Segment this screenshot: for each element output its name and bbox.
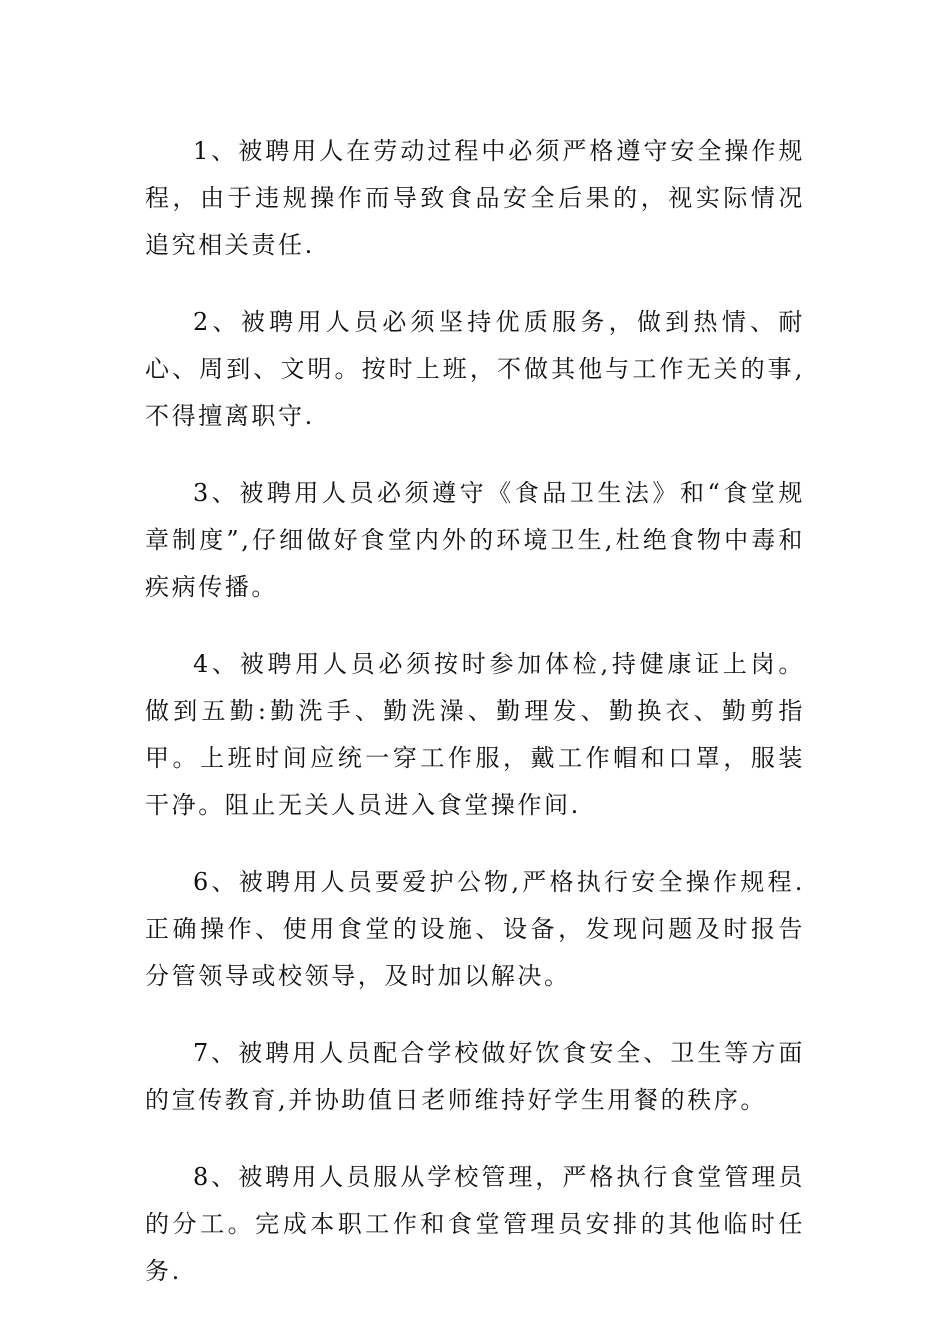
paragraph-6: 6、被聘用人员要爱护公物,严格执行安全操作规程.正确操作、使用食堂的设施、设备，发现问题及时报告分管领导或校领导，及时加以解决。 xyxy=(145,868,805,990)
document-body xyxy=(145,128,805,1325)
paragraph-1: 1、被聘用人在劳动过程中必须严格遵守安全操作规程，由于违规操作而导致食品安全后果的，视实际情况追究相关责任. xyxy=(145,137,805,259)
paragraph-2: 2、被聘用人员必须坚持优质服务，做到热情、耐心、周到、文明。按时上班，不做其他与工作无关的事,不得擅离职守. xyxy=(145,308,805,430)
paragraph-4: 4、被聘用人员必须按时参加体检,持健康证上岗。做到五勤:勤洗手、勤洗澡、勤理发、勤换衣、勤剪指甲。上班时间应统一穿工作服，戴工作帽和口罩，服装干净。阻止无关人员进入食堂操作间. xyxy=(145,650,805,819)
paragraph-7: 7、被聘用人员配合学校做好饮食安全、卫生等方面的宣传教育,并协助值日老师维持好学生用餐的秩序。 xyxy=(145,1039,805,1114)
paragraph-3: 3、被聘用人员必须遵守《食品卫生法》和“食堂规章制度”,仔细做好食堂内外的环境卫生,杜绝食物中毒和疾病传播。 xyxy=(145,479,805,601)
paragraph-8: 8、被聘用人员服从学校管理，严格执行食堂管理员的分工。完成本职工作和食堂管理员安排的其他临时任务. xyxy=(145,1163,805,1285)
